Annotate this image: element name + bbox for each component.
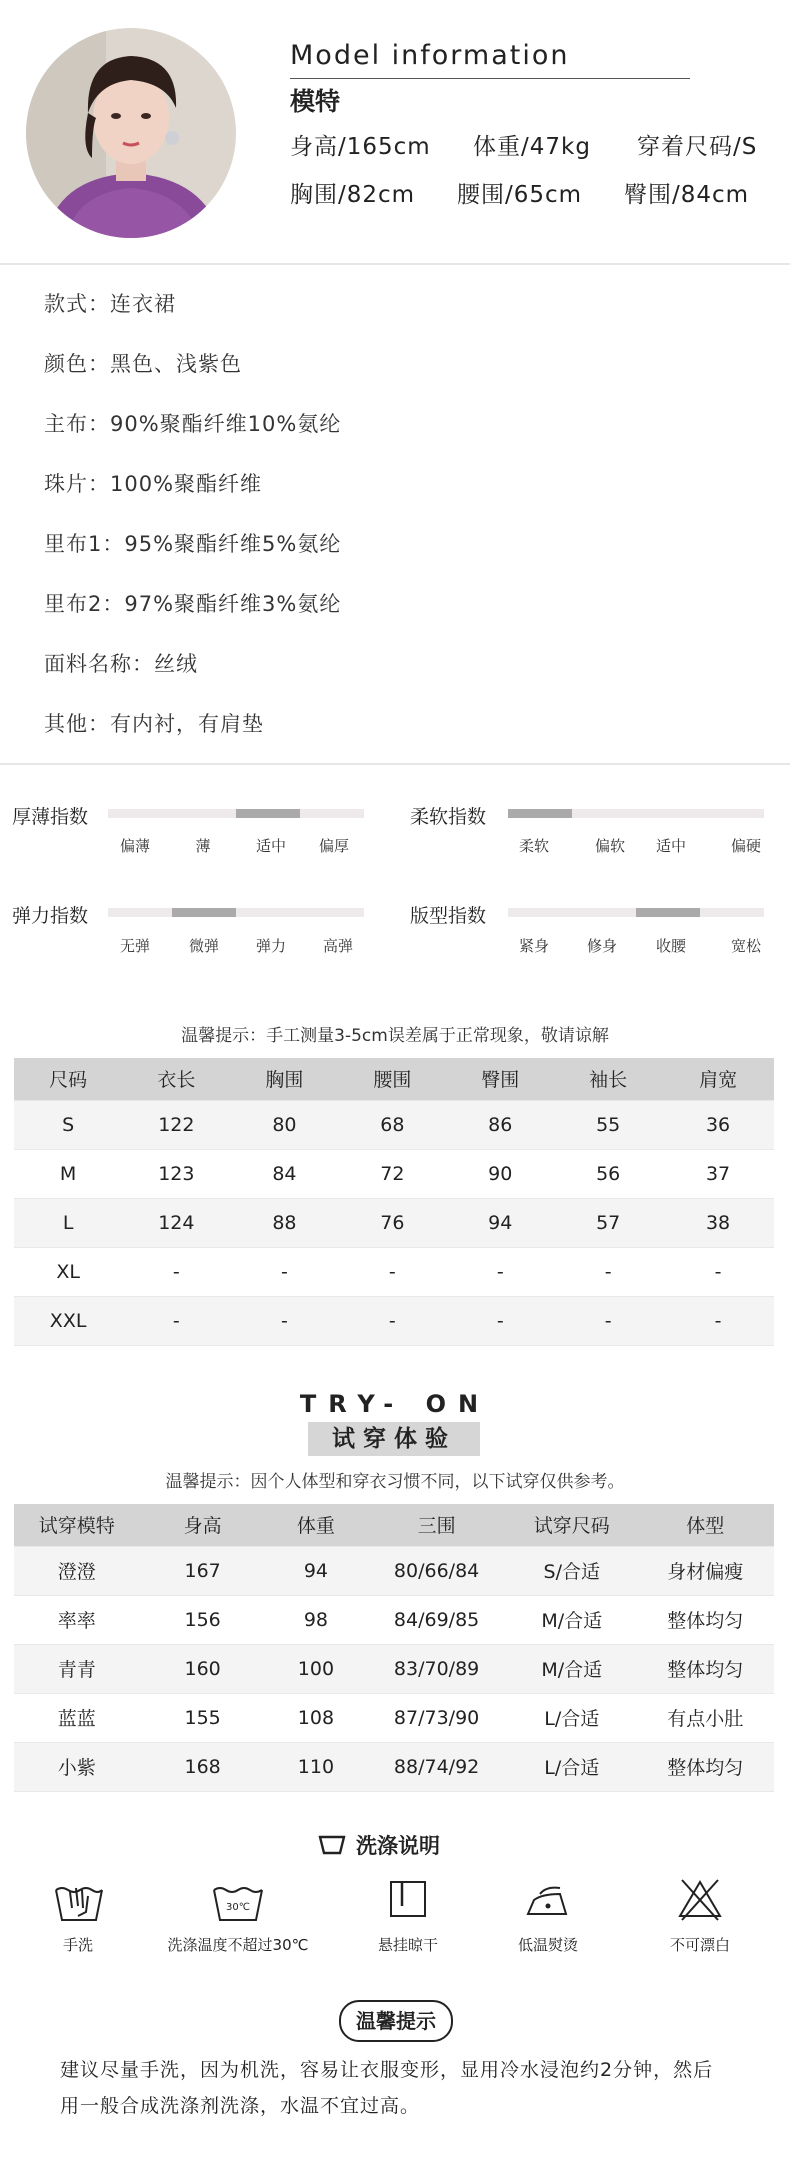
cell: 68	[338, 1100, 446, 1149]
wash-title: 洗涤说明	[356, 1834, 440, 1858]
cell: 36	[662, 1100, 774, 1149]
index-label-elasticity: 弹力指数	[12, 905, 89, 927]
cell: 56	[554, 1149, 662, 1198]
cell: -	[554, 1296, 662, 1345]
tick: 薄	[195, 837, 211, 855]
cell: S/合适	[507, 1546, 637, 1595]
index-bar-thickness	[108, 809, 364, 818]
wash-30-icon	[208, 1878, 268, 1928]
col-header: 身高	[140, 1504, 266, 1546]
table-row	[14, 1546, 774, 1595]
cell: M/合适	[507, 1595, 637, 1644]
cell: 90	[446, 1149, 554, 1198]
wash-label: 低温熨烫	[517, 1936, 578, 1954]
cell: 88	[230, 1198, 338, 1247]
tick: 适中	[655, 837, 686, 855]
low-iron-icon	[518, 1878, 578, 1928]
hand-wash-icon	[48, 1878, 108, 1928]
cell: 57	[554, 1198, 662, 1247]
wash-30-icon-text: 30℃	[226, 1902, 250, 1913]
wash-label: 洗涤温度不超过30℃	[167, 1936, 309, 1954]
cell: -	[338, 1296, 446, 1345]
cell: -	[122, 1247, 230, 1296]
index-bar-fit	[508, 908, 764, 917]
cell: -	[662, 1247, 774, 1296]
size-table	[14, 1058, 774, 1346]
spec-lining-1: 里布1：95%聚酯纤维5%氨纶	[44, 532, 342, 556]
tick: 偏厚	[318, 837, 349, 855]
tip-title: 温馨提示	[339, 2000, 453, 2042]
cell: 168	[140, 1742, 266, 1791]
model-bust: 胸围/82cm	[290, 182, 416, 208]
no-bleach-icon	[670, 1874, 730, 1924]
col-header: 胸围	[230, 1058, 338, 1100]
spec-other: 其他：有内衬，有肩垫	[44, 712, 264, 736]
cell: 123	[122, 1149, 230, 1198]
tick: 紧身	[518, 937, 549, 955]
cell: L	[14, 1198, 122, 1247]
cell: -	[122, 1296, 230, 1345]
cell: 76	[338, 1198, 446, 1247]
tick: 修身	[586, 937, 617, 955]
wash-label: 悬挂晾干	[377, 1936, 438, 1954]
cell: 80	[230, 1100, 338, 1149]
cell: -	[554, 1247, 662, 1296]
col-header: 腰围	[338, 1058, 446, 1100]
tick: 弹力	[255, 937, 286, 955]
cell: M/合适	[507, 1644, 637, 1693]
tryon-table	[14, 1504, 774, 1792]
cell: 有点小肚	[637, 1693, 774, 1742]
cell: 108	[266, 1693, 367, 1742]
index-label-thickness: 厚薄指数	[12, 806, 89, 828]
cell: 155	[140, 1693, 266, 1742]
tick: 偏硬	[730, 837, 761, 855]
spec-main-fabric: 主布：90%聚酯纤维10%氨纶	[44, 412, 342, 436]
col-header: 衣长	[122, 1058, 230, 1100]
index-label-softness: 柔软指数	[410, 806, 487, 828]
table-row	[14, 1644, 774, 1693]
index-fill	[636, 908, 700, 917]
tick: 偏薄	[119, 837, 150, 855]
cell: 94	[446, 1198, 554, 1247]
tick: 收腰	[655, 937, 686, 955]
cell: 94	[266, 1546, 367, 1595]
model-info-subtitle: 模特	[290, 87, 341, 116]
tick: 偏软	[594, 837, 625, 855]
model-weight: 体重/47kg	[473, 134, 591, 160]
cell: -	[230, 1247, 338, 1296]
cell: 83/70/89	[366, 1644, 507, 1693]
cell: 88/74/92	[366, 1742, 507, 1791]
cell: -	[662, 1296, 774, 1345]
cell: 青青	[14, 1644, 140, 1693]
cell: XL	[14, 1247, 122, 1296]
cell: 55	[554, 1100, 662, 1149]
cell: 整体均匀	[637, 1742, 774, 1791]
table-row	[14, 1198, 774, 1247]
col-header: 肩宽	[662, 1058, 774, 1100]
cell: 100	[266, 1644, 367, 1693]
col-header: 臀围	[446, 1058, 554, 1100]
model-height: 身高/165cm	[290, 134, 431, 160]
cell: 167	[140, 1546, 266, 1595]
cell: 86	[446, 1100, 554, 1149]
model-info-title: Model information	[290, 40, 570, 71]
divider	[0, 763, 790, 765]
divider	[0, 263, 790, 265]
tip-line-1: 建议尽量手洗，因为机洗，容易让衣服变形，显用冷水浸泡约2分钟，然后	[60, 2059, 714, 2081]
table-row	[14, 1742, 774, 1791]
tick: 无弹	[119, 937, 150, 955]
cell: -	[230, 1296, 338, 1345]
tryon-subtitle: 试穿体验	[308, 1422, 480, 1456]
tryon-note: 温馨提示：因个人体型和穿衣习惯不同，以下试穿仅供参考。	[165, 1472, 625, 1492]
index-label-fit: 版型指数	[410, 905, 487, 927]
tick: 柔软	[518, 837, 549, 855]
col-header: 试穿尺码	[507, 1504, 637, 1546]
tip-line-2: 用一般合成洗涤剂洗涤，水温不宜过高。	[60, 2095, 421, 2117]
spec-color: 颜色：黑色、浅紫色	[44, 352, 242, 376]
table-row	[14, 1296, 774, 1345]
wash-label: 不可漂白	[669, 1936, 730, 1954]
cell: 122	[122, 1100, 230, 1149]
cell: 124	[122, 1198, 230, 1247]
wash-label: 手洗	[62, 1936, 93, 1954]
tick: 微弹	[188, 937, 219, 955]
col-header: 试穿模特	[14, 1504, 140, 1546]
cell: 澄澄	[14, 1546, 140, 1595]
tick: 宽松	[730, 937, 761, 955]
cell: 38	[662, 1198, 774, 1247]
cell: M	[14, 1149, 122, 1198]
index-fill	[236, 809, 300, 818]
cell: L/合适	[507, 1693, 637, 1742]
index-bar-softness	[508, 809, 764, 818]
basin-icon	[318, 1833, 346, 1861]
cell: 98	[266, 1595, 367, 1644]
size-note: 温馨提示：手工测量3-5cm误差属于正常现象，敬请谅解	[181, 1026, 609, 1046]
table-row	[14, 1595, 774, 1644]
index-bar-elasticity	[108, 908, 364, 917]
hang-dry-icon	[378, 1876, 438, 1926]
model-waist: 腰围/65cm	[457, 182, 583, 208]
table-row	[14, 1100, 774, 1149]
col-header: 袖长	[554, 1058, 662, 1100]
cell: 110	[266, 1742, 367, 1791]
model-size: 穿着尺码/S	[637, 134, 758, 160]
title-underline	[290, 78, 690, 79]
cell: 小紫	[14, 1742, 140, 1791]
cell: S	[14, 1100, 122, 1149]
index-fill	[508, 809, 572, 818]
model-hip: 臀围/84cm	[624, 182, 750, 208]
cell: L/合适	[507, 1742, 637, 1791]
cell: 84	[230, 1149, 338, 1198]
model-avatar	[26, 28, 236, 238]
col-header: 体型	[637, 1504, 774, 1546]
cell: XXL	[14, 1296, 122, 1345]
cell: -	[338, 1247, 446, 1296]
cell: 整体均匀	[637, 1644, 774, 1693]
cell: 整体均匀	[637, 1595, 774, 1644]
col-header: 尺码	[14, 1058, 122, 1100]
spec-sequins: 珠片：100%聚酯纤维	[44, 472, 263, 496]
table-row	[14, 1693, 774, 1742]
col-header: 体重	[266, 1504, 367, 1546]
tryon-title: TRY- ON	[299, 1390, 491, 1418]
cell: 率率	[14, 1595, 140, 1644]
table-row	[14, 1247, 774, 1296]
cell: 156	[140, 1595, 266, 1644]
cell: 160	[140, 1644, 266, 1693]
cell: 37	[662, 1149, 774, 1198]
cell: -	[446, 1296, 554, 1345]
cell: 80/66/84	[366, 1546, 507, 1595]
tick: 高弹	[322, 937, 353, 955]
table-row	[14, 1149, 774, 1198]
spec-style: 款式：连衣裙	[44, 292, 176, 316]
index-fill	[172, 908, 236, 917]
cell: -	[446, 1247, 554, 1296]
col-header: 三围	[366, 1504, 507, 1546]
spec-fabric-name: 面料名称：丝绒	[44, 652, 198, 676]
cell: 84/69/85	[366, 1595, 507, 1644]
spec-lining-2: 里布2：97%聚酯纤维3%氨纶	[44, 592, 342, 616]
tick: 适中	[255, 837, 286, 855]
cell: 身材偏瘦	[637, 1546, 774, 1595]
cell: 蓝蓝	[14, 1693, 140, 1742]
cell: 72	[338, 1149, 446, 1198]
cell: 87/73/90	[366, 1693, 507, 1742]
